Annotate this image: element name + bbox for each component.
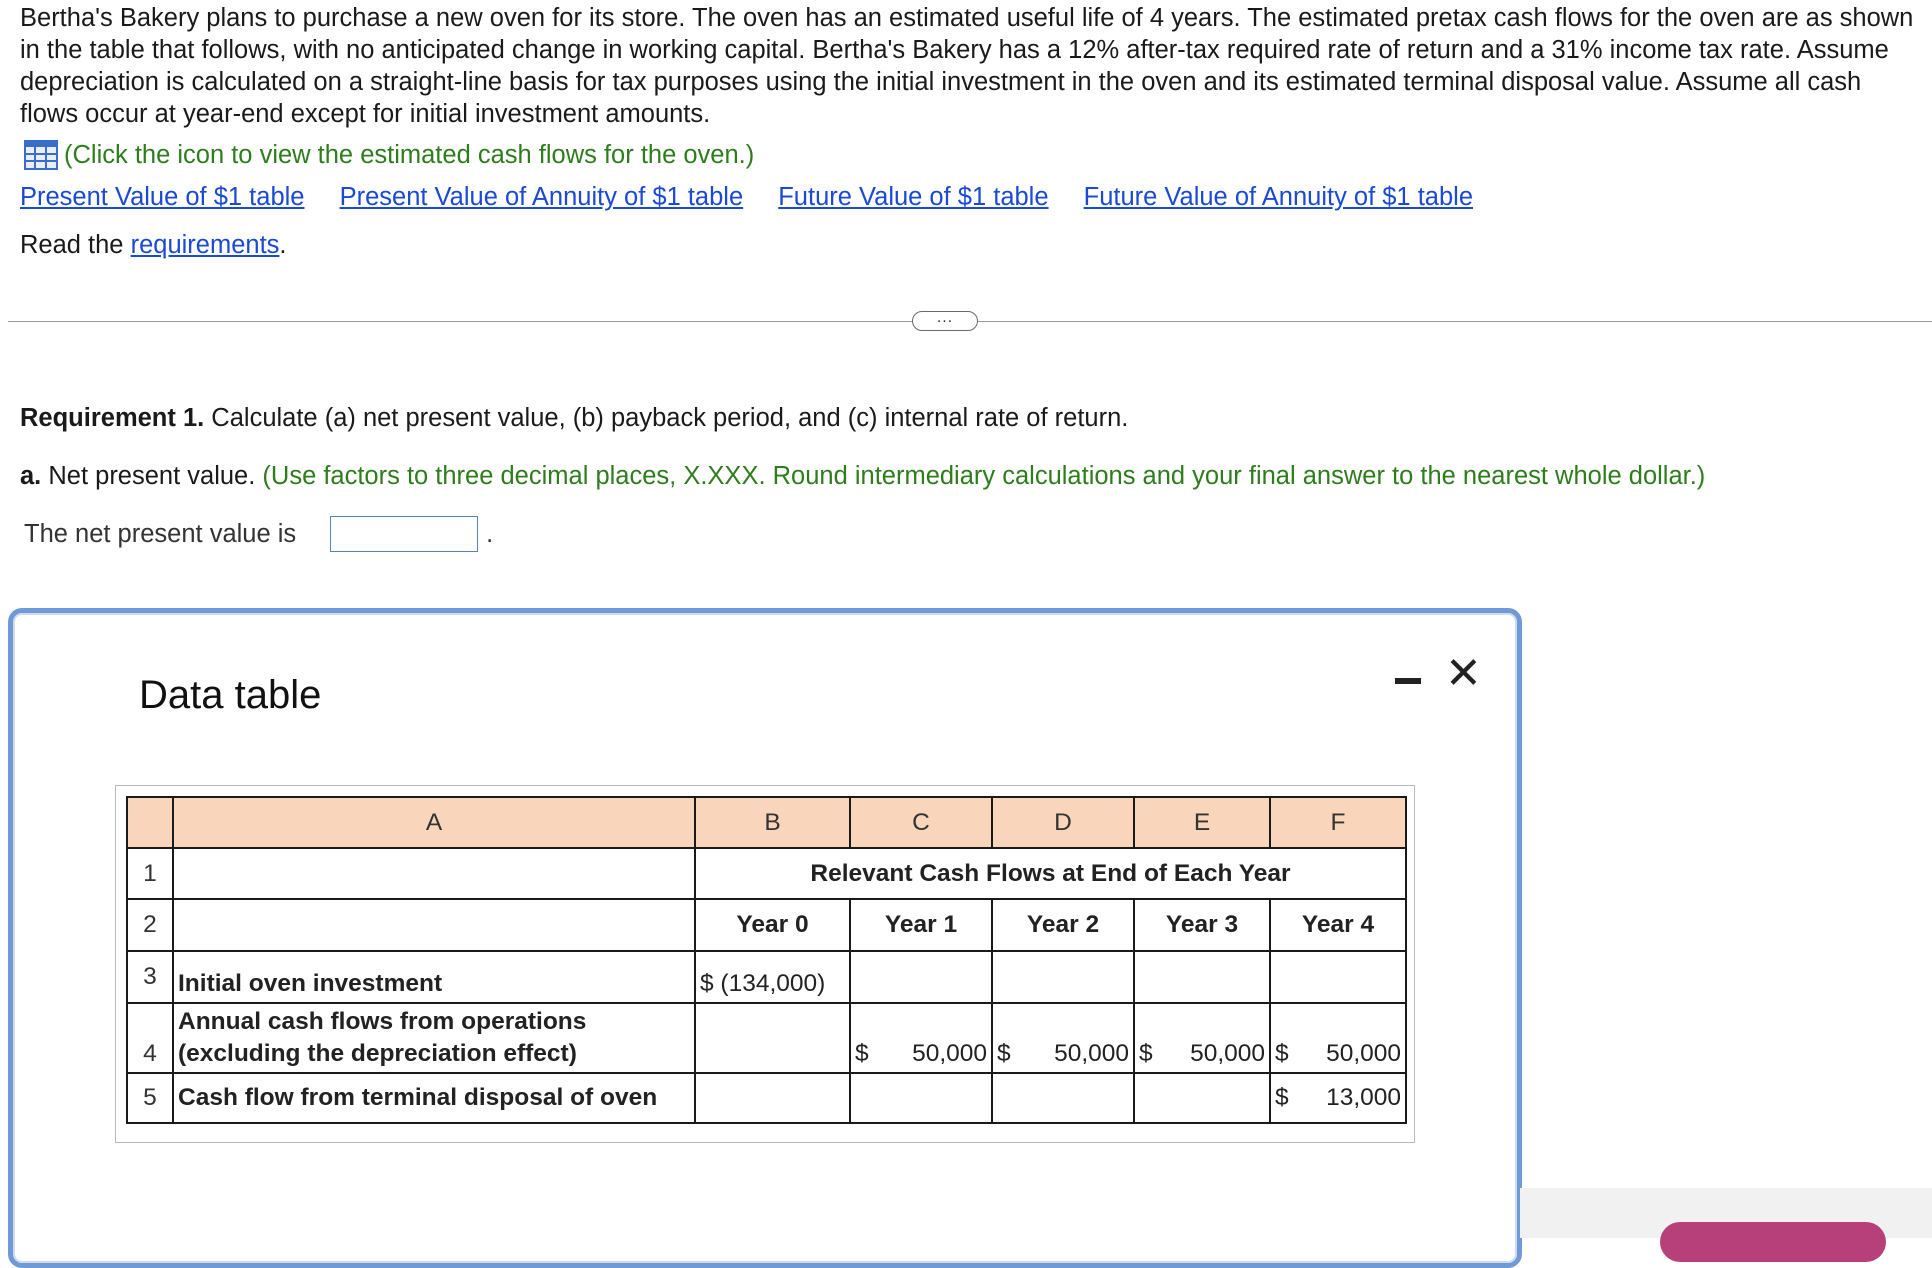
- value: 50,000: [1054, 1040, 1129, 1067]
- requirement-1-title: Requirement 1.: [20, 404, 205, 432]
- table-row: [127, 1003, 1406, 1073]
- npv-answer-prefix: The net present value is: [24, 519, 297, 548]
- data-table-modal: [8, 608, 1522, 1268]
- col-header-f: F: [1270, 797, 1406, 848]
- empty-cell: [992, 951, 1134, 1003]
- reference-links: [20, 183, 1501, 212]
- currency-symbol: $: [1275, 1084, 1289, 1111]
- operations-label-line1: Annual cash flows from operations: [178, 1008, 587, 1035]
- operations-cash-flow-label: [173, 1003, 695, 1073]
- npv-answer-row: [24, 516, 493, 552]
- year-2-operations: [992, 1003, 1134, 1073]
- read-suffix: .: [279, 231, 287, 259]
- empty-cell: [850, 1073, 992, 1123]
- part-a-label: a.: [20, 462, 42, 490]
- empty-cell: [1134, 1073, 1270, 1123]
- part-a-heading: [20, 462, 1705, 491]
- table-icon[interactable]: [24, 140, 58, 170]
- value: 50,000: [1190, 1040, 1265, 1067]
- part-a-instruction: (Use factors to three decimal places, X.XXX. Round intermediary calculations and your final answer to the nearest whole dollar.): [262, 462, 1706, 490]
- read-requirements: [20, 231, 287, 260]
- table-row: [127, 899, 1406, 951]
- cash-flow-hint[interactable]: [24, 140, 754, 170]
- npv-answer-suffix: .: [486, 519, 494, 548]
- col-header-c: C: [850, 797, 992, 848]
- requirement-1-text: Calculate (a) net present value, (b) payback period, and (c) internal rate of return.: [204, 404, 1129, 432]
- row-number: 2: [127, 899, 173, 951]
- row-number: 5: [127, 1073, 173, 1123]
- corner-cell: [127, 797, 173, 848]
- empty-cell: [695, 1073, 850, 1123]
- npv-input[interactable]: [330, 516, 478, 552]
- initial-investment-label: Initial oven investment: [173, 951, 695, 1003]
- empty-cell: [1270, 951, 1406, 1003]
- table-row: [127, 951, 1406, 1003]
- operations-label-line2: (excluding the depreciation effect): [178, 1040, 577, 1067]
- table-row: [127, 1073, 1406, 1123]
- fv-1-table-link[interactable]: Future Value of $1 table: [778, 183, 1049, 211]
- cell-a1: [173, 848, 695, 899]
- col-header-d: D: [992, 797, 1134, 848]
- year-3-header: Year 3: [1134, 899, 1270, 951]
- initial-investment-value: $ (134,000): [695, 951, 850, 1003]
- year-1-operations: [850, 1003, 992, 1073]
- fv-annuity-table-link[interactable]: Future Value of Annuity of $1 table: [1083, 183, 1473, 211]
- modal-title: Data table: [139, 673, 322, 717]
- pv-annuity-table-link[interactable]: Present Value of Annuity of $1 table: [339, 183, 744, 211]
- value: 50,000: [912, 1040, 987, 1067]
- part-a-text: Net present value.: [41, 462, 263, 490]
- expand-button[interactable]: ...: [912, 311, 978, 331]
- year-2-header: Year 2: [992, 899, 1134, 951]
- col-header-a: A: [173, 797, 695, 848]
- table-frame: [115, 785, 1415, 1143]
- currency-symbol: $: [855, 1040, 869, 1067]
- read-prefix: Read the: [20, 231, 131, 259]
- problem-statement: Bertha's Bakery plans to purchase a new oven for its store. The oven has an estimated useful life of 4 years. The estimated pretax cash flows for the oven are as shown in the table that follows, with no anticipated change in working capital. Bertha's Bakery has a 12% after-tax required rate of return and a 31% income tax rate. Assume depreciation is calculated on a straight-line basis for tax purposes using the initial investment in the oven and its estimated terminal disposal value. Assume all cash flows occur at year-end except for initial investment amounts.: [20, 4, 1914, 128]
- year-4-header: Year 4: [1270, 899, 1406, 951]
- empty-cell: [1134, 951, 1270, 1003]
- empty-cell: [850, 951, 992, 1003]
- requirement-1: [20, 404, 1128, 433]
- cash-flow-table: [126, 796, 1407, 1124]
- value: 13,000: [1326, 1084, 1401, 1111]
- table-row: [127, 848, 1406, 899]
- check-answer-button[interactable]: [1660, 1222, 1886, 1262]
- year-4-terminal-disposal: [1270, 1073, 1406, 1123]
- year-4-operations: [1270, 1003, 1406, 1073]
- cell-a2: [173, 899, 695, 951]
- year-3-operations: [1134, 1003, 1270, 1073]
- cash-flow-hint-text[interactable]: (Click the icon to view the estimated cash flows for the oven.): [64, 140, 755, 169]
- requirements-link[interactable]: requirements: [130, 231, 280, 259]
- year-0-header: Year 0: [695, 899, 850, 951]
- empty-cell: [695, 1003, 850, 1073]
- close-icon[interactable]: ✕: [1445, 649, 1482, 698]
- minimize-button[interactable]: [1393, 663, 1423, 693]
- year-1-header: Year 1: [850, 899, 992, 951]
- terminal-disposal-label: Cash flow from terminal disposal of oven: [173, 1073, 695, 1123]
- empty-cell: [992, 1073, 1134, 1123]
- row-number: 3: [127, 951, 173, 1003]
- row-number: 4: [127, 1003, 173, 1073]
- col-header-b: B: [695, 797, 850, 848]
- currency-symbol: $: [1139, 1040, 1153, 1067]
- currency-symbol: $: [997, 1040, 1011, 1067]
- col-header-e: E: [1134, 797, 1270, 848]
- value: 50,000: [1326, 1040, 1401, 1067]
- currency-symbol: $: [1275, 1040, 1289, 1067]
- pv-1-table-link[interactable]: Present Value of $1 table: [20, 183, 305, 211]
- row-number: 1: [127, 848, 173, 899]
- merged-header: Relevant Cash Flows at End of Each Year: [695, 848, 1406, 899]
